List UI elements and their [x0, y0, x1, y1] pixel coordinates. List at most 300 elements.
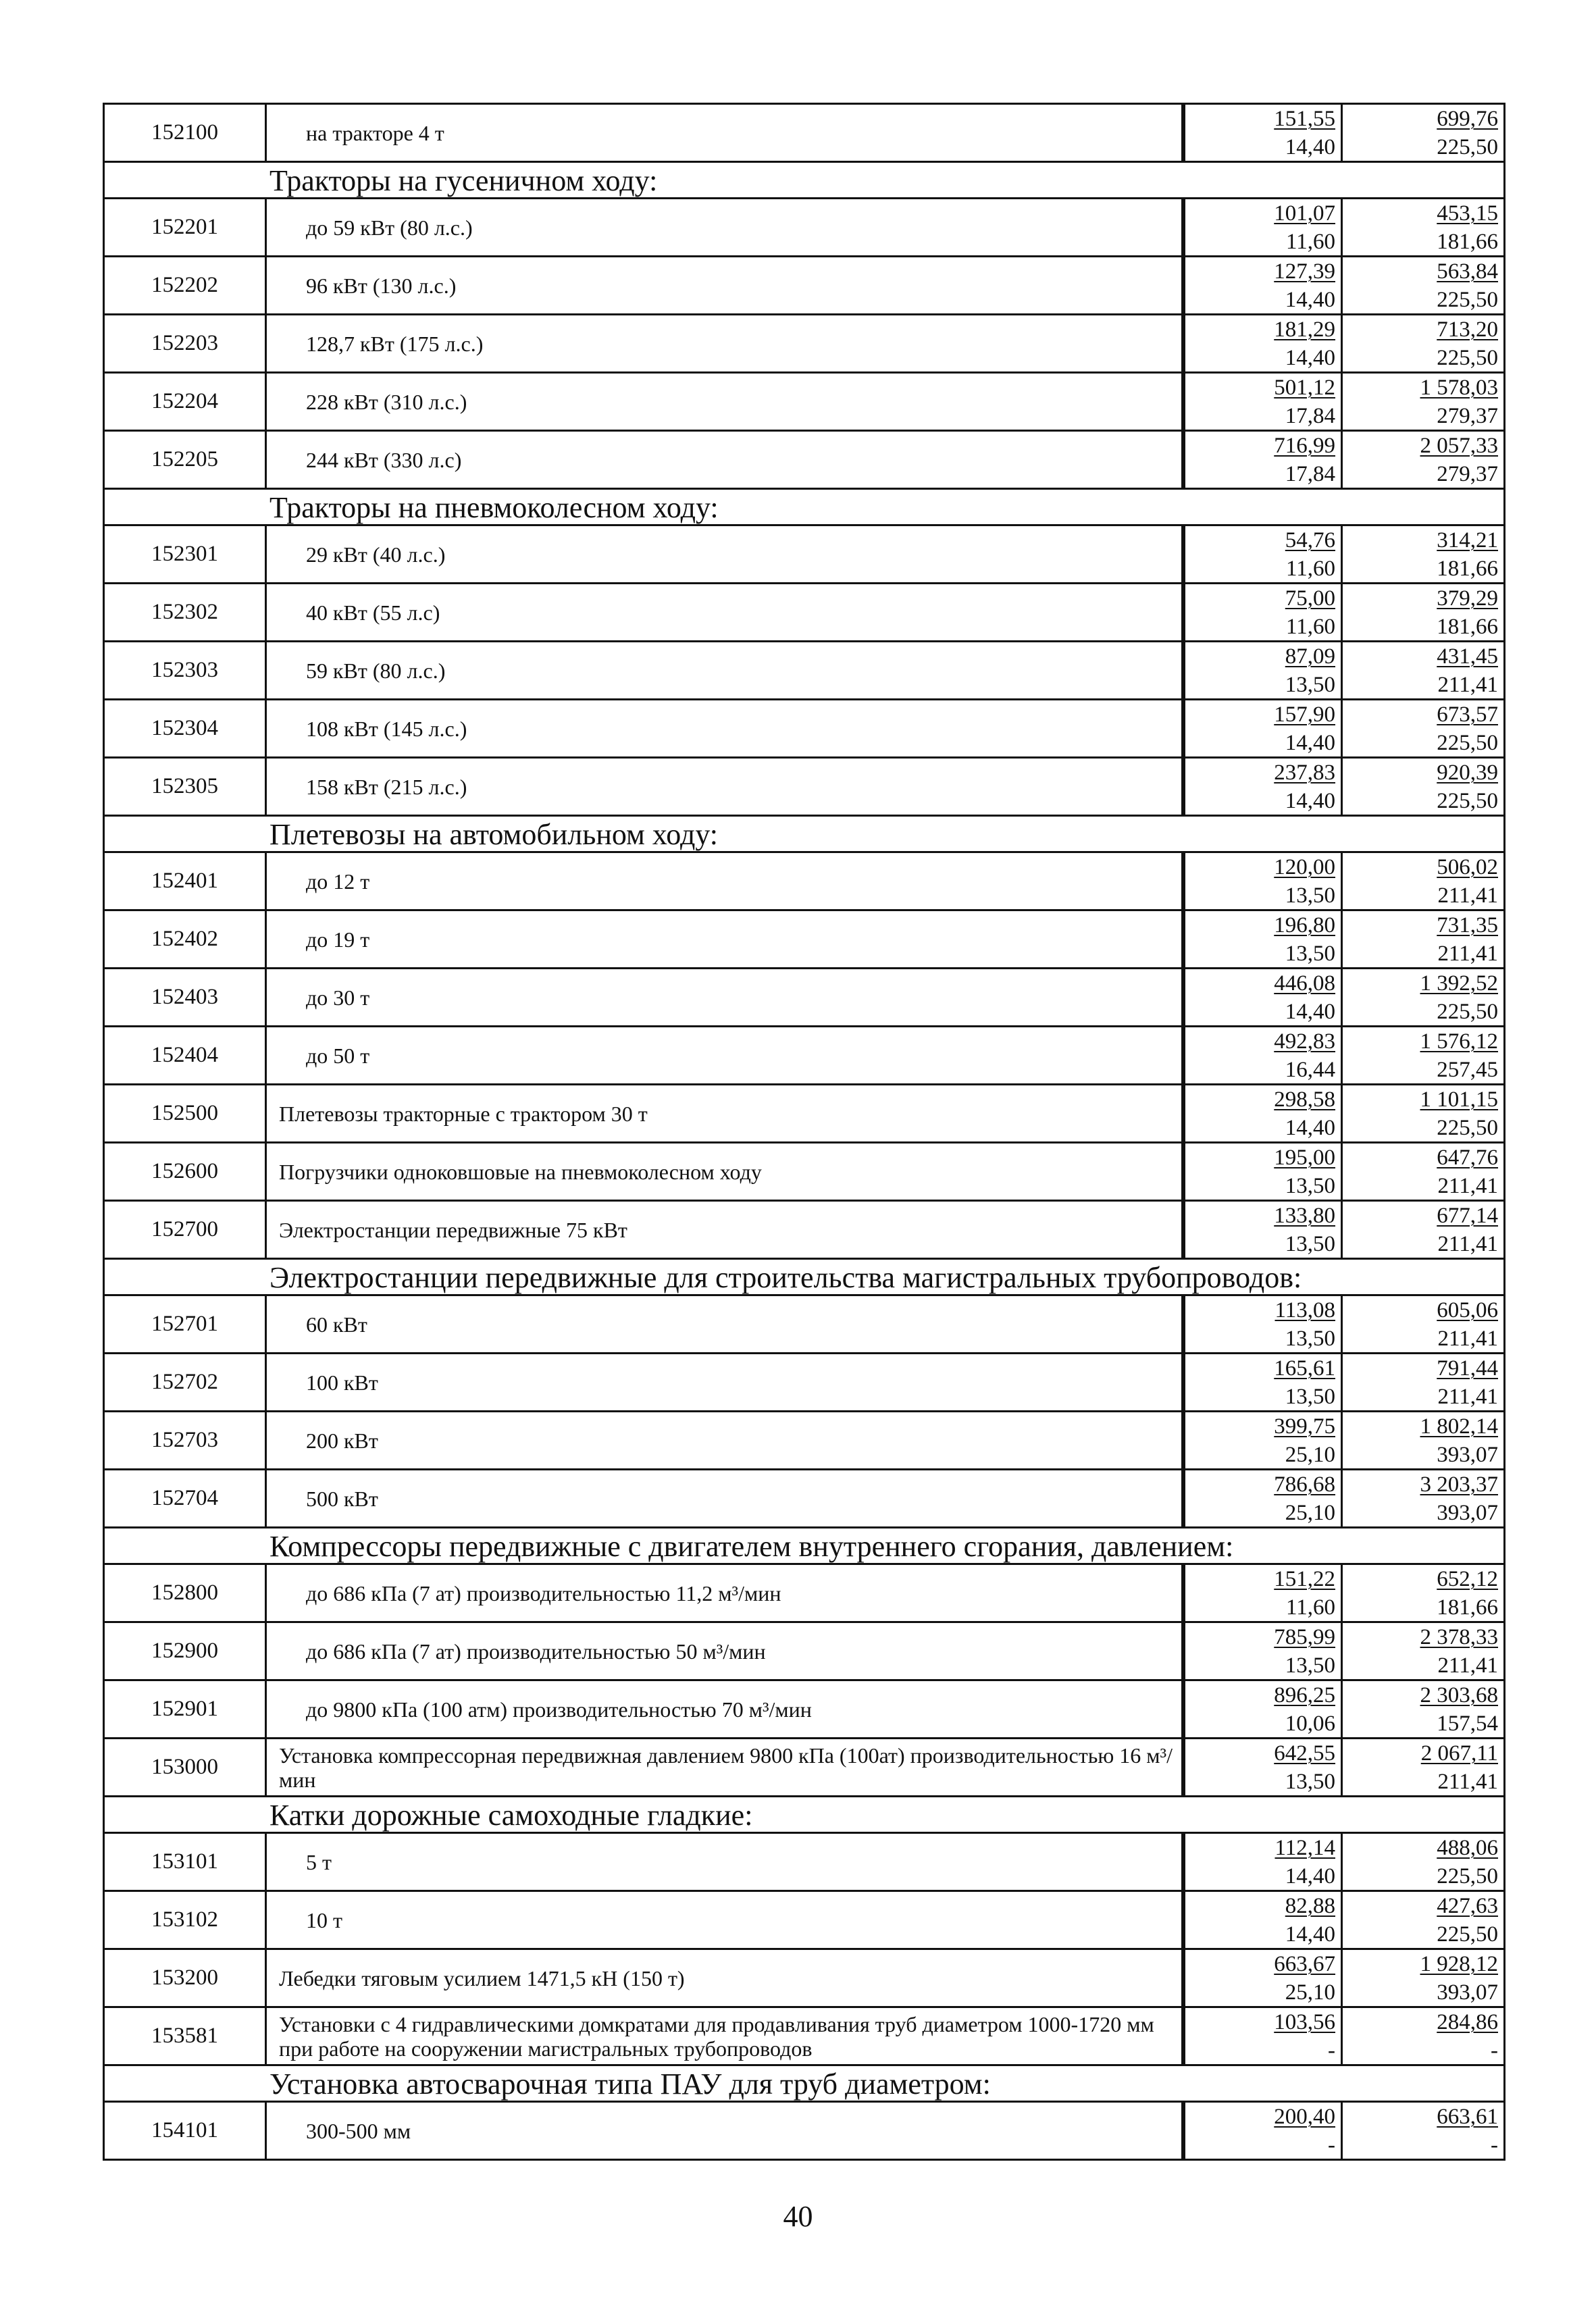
value-a-top	[1185, 1027, 1341, 1056]
table-row	[105, 371, 1503, 430]
item-code: 152305	[105, 759, 267, 815]
item-name: до 9800 кПа (100 атм) производительностью 70 м³/мин	[267, 1681, 1183, 1737]
section-spacer	[105, 1528, 267, 1563]
value-b-top	[1343, 1470, 1503, 1499]
value-a-top-text: 446,08	[1274, 971, 1335, 996]
value-b-top-text: 563,84	[1437, 259, 1498, 284]
item-name: 40 кВт (55 л.с)	[267, 584, 1183, 640]
value-b-bottom: 211,41	[1437, 883, 1498, 908]
cost-column-b	[1343, 1143, 1503, 1200]
item-code: 152702	[105, 1354, 267, 1410]
item-code: 152303	[105, 642, 267, 698]
item-name: 158 кВт (215 л.с.)	[267, 759, 1183, 815]
value-b-top	[1343, 911, 1503, 940]
cost-column-b	[1343, 1681, 1503, 1737]
value-b-bottom: 181,66	[1437, 230, 1498, 254]
table-row	[105, 967, 1503, 1025]
value-b-bottom: 225,50	[1437, 1116, 1498, 1140]
value-b-bottom: 225,50	[1437, 135, 1498, 159]
value-b-bottom: 279,37	[1437, 462, 1498, 486]
cost-column-a	[1183, 1950, 1343, 2006]
value-b-top-text: 731,35	[1437, 913, 1498, 937]
value-b-top-text: 920,39	[1437, 761, 1498, 785]
value-b-top	[1343, 2008, 1503, 2036]
value-b-top	[1343, 105, 1503, 133]
value-a-top	[1185, 1834, 1341, 1862]
table-row	[105, 1025, 1503, 1083]
section-spacer	[105, 2066, 267, 2101]
section-title: Компрессоры передвижные с двигателем внутреннего сгорания, давлением:	[269, 1530, 1234, 1563]
section-header	[105, 1258, 1503, 1294]
value-a-top	[1185, 257, 1341, 286]
section-title: Электростанции передвижные для строительства магистральных трубопроводов:	[269, 1261, 1302, 1294]
value-b-bottom: 393,07	[1437, 1980, 1498, 2005]
value-a-top-text: 237,83	[1274, 761, 1335, 785]
cost-column-b	[1343, 584, 1503, 640]
item-name: 100 кВт	[267, 1354, 1183, 1410]
cost-column-a	[1183, 257, 1343, 313]
item-name: 228 кВт (310 л.с.)	[267, 374, 1183, 430]
value-a-bottom: 14,40	[1285, 1116, 1335, 1140]
value-a-bottom: 17,84	[1285, 462, 1335, 486]
value-a-bottom: 13,50	[1285, 1174, 1335, 1198]
value-b-top-text: 427,63	[1437, 1894, 1498, 1918]
value-a-top	[1185, 759, 1341, 787]
value-a-top	[1185, 969, 1341, 998]
item-name: Электростанции передвижные 75 кВт	[267, 1202, 1183, 1258]
value-b-top-text: 647,76	[1437, 1146, 1498, 1170]
page-number: 40	[783, 2200, 813, 2233]
cost-column-b	[1343, 1470, 1503, 1526]
cost-column-b	[1343, 1892, 1503, 1948]
value-b-top	[1343, 2103, 1503, 2131]
section-header	[105, 2064, 1503, 2101]
value-a-top	[1185, 700, 1341, 729]
table-row	[105, 1737, 1503, 1795]
table-row	[105, 582, 1503, 640]
item-code: 152703	[105, 1412, 267, 1468]
value-a-top-text: 195,00	[1274, 1146, 1335, 1170]
value-b-top-text: 1 101,15	[1420, 1087, 1498, 1112]
value-b-top-text: 314,21	[1437, 528, 1498, 552]
value-b-top-text: 2 378,33	[1420, 1625, 1498, 1649]
item-code: 152701	[105, 1296, 267, 1352]
value-a-bottom: 13,50	[1285, 1653, 1335, 1678]
value-a-top	[1185, 374, 1341, 402]
value-b-top-text: 379,29	[1437, 586, 1498, 611]
value-b-bottom: -	[1491, 2038, 1498, 2063]
value-a-bottom: 13,50	[1285, 1327, 1335, 1351]
item-name: до 19 т	[267, 911, 1183, 967]
cost-column-a	[1183, 853, 1343, 909]
value-a-bottom: 14,40	[1285, 1864, 1335, 1888]
cost-column-b	[1343, 642, 1503, 698]
cost-column-a	[1183, 584, 1343, 640]
section-title: Установка автосварочная типа ПАУ для труб диаметром:	[269, 2067, 991, 2101]
table-row	[105, 1083, 1503, 1141]
value-b-bottom: 225,50	[1437, 288, 1498, 312]
value-a-bottom: 14,40	[1285, 731, 1335, 755]
value-a-bottom: 14,40	[1285, 346, 1335, 370]
value-b-top	[1343, 1739, 1503, 1768]
cost-column-b	[1343, 1739, 1503, 1795]
cost-column-b	[1343, 526, 1503, 582]
cost-column-a	[1183, 1470, 1343, 1526]
item-name: до 30 т	[267, 969, 1183, 1025]
cost-column-a	[1183, 1412, 1343, 1468]
value-a-top	[1185, 1143, 1341, 1172]
cost-column-a	[1183, 1739, 1343, 1795]
cost-column-a	[1183, 700, 1343, 756]
value-b-top	[1343, 526, 1503, 555]
cost-column-b	[1343, 1950, 1503, 2006]
table-row	[105, 851, 1503, 909]
table-row	[105, 1948, 1503, 2006]
value-a-top	[1185, 1623, 1341, 1651]
item-code: 152203	[105, 315, 267, 371]
cost-column-b	[1343, 432, 1503, 488]
value-b-bottom: 211,41	[1437, 1174, 1498, 1198]
value-a-bottom: 14,40	[1285, 288, 1335, 312]
table-row	[105, 1563, 1503, 1621]
cost-column-a	[1183, 1892, 1343, 1948]
value-a-top-text: 82,88	[1285, 1894, 1335, 1918]
table-row	[105, 1141, 1503, 1200]
value-b-bottom: 257,45	[1437, 1058, 1498, 1082]
value-b-bottom: -	[1491, 2133, 1498, 2157]
value-a-top-text: 127,39	[1274, 259, 1335, 284]
cost-column-a	[1183, 2103, 1343, 2159]
cost-column-b	[1343, 1027, 1503, 1083]
value-b-top-text: 506,02	[1437, 855, 1498, 879]
value-a-bottom: 14,40	[1285, 135, 1335, 159]
value-b-top	[1343, 1296, 1503, 1325]
cost-column-b	[1343, 1565, 1503, 1621]
value-b-bottom: 211,41	[1437, 1385, 1498, 1409]
value-a-bottom: 25,10	[1285, 1980, 1335, 2005]
value-a-top-text: 151,22	[1274, 1567, 1335, 1591]
value-a-bottom: 11,60	[1285, 615, 1335, 639]
item-name: 200 кВт	[267, 1412, 1183, 1468]
value-a-top	[1185, 2103, 1341, 2131]
value-b-bottom: 181,66	[1437, 557, 1498, 581]
cost-column-b	[1343, 1085, 1503, 1141]
value-a-top-text: 151,55	[1274, 107, 1335, 131]
cost-column-a	[1183, 432, 1343, 488]
item-code: 153101	[105, 1834, 267, 1890]
value-a-bottom: 25,10	[1285, 1443, 1335, 1467]
value-a-top-text: 113,08	[1275, 1298, 1335, 1322]
item-code: 153000	[105, 1739, 267, 1795]
value-b-top	[1343, 1565, 1503, 1593]
value-a-top-text: 112,14	[1275, 1836, 1335, 1860]
value-a-top	[1185, 1739, 1341, 1768]
value-b-top-text: 713,20	[1437, 317, 1498, 342]
value-a-bottom: 11,60	[1285, 230, 1335, 254]
section-title: Тракторы на гусеничном ходу:	[269, 164, 658, 197]
value-a-bottom: 14,40	[1285, 1000, 1335, 1024]
value-a-top-text: 399,75	[1274, 1414, 1335, 1439]
cost-column-b	[1343, 969, 1503, 1025]
cost-column-a	[1183, 1143, 1343, 1200]
value-a-bottom: -	[1328, 2038, 1335, 2063]
value-b-top-text: 453,15	[1437, 201, 1498, 226]
cost-column-b	[1343, 759, 1503, 815]
item-code: 152100	[105, 105, 267, 161]
cost-column-a	[1183, 969, 1343, 1025]
value-b-bottom: 157,54	[1437, 1712, 1498, 1736]
cost-column-a	[1183, 1202, 1343, 1258]
value-b-top-text: 663,61	[1437, 2105, 1498, 2129]
value-b-top	[1343, 1892, 1503, 1920]
value-b-top-text: 605,06	[1437, 1298, 1498, 1322]
value-b-top-text: 1 578,03	[1420, 376, 1498, 400]
value-a-top	[1185, 1202, 1341, 1230]
value-b-top	[1343, 584, 1503, 613]
value-a-top-text: 196,80	[1274, 913, 1335, 937]
cost-column-b	[1343, 1834, 1503, 1890]
item-code: 152403	[105, 969, 267, 1025]
value-a-bottom: 13,50	[1285, 1770, 1335, 1794]
value-a-bottom: 14,40	[1285, 789, 1335, 813]
value-b-bottom: 279,37	[1437, 404, 1498, 428]
value-a-bottom: 11,60	[1285, 1595, 1335, 1620]
value-b-top-text: 1 392,52	[1420, 971, 1498, 996]
value-b-top	[1343, 759, 1503, 787]
item-name: 60 кВт	[267, 1296, 1183, 1352]
section-spacer	[105, 163, 267, 197]
item-name: до 59 кВт (80 л.с.)	[267, 199, 1183, 255]
value-a-top-text: 785,99	[1274, 1625, 1335, 1649]
table-row	[105, 1679, 1503, 1737]
table-row	[105, 1468, 1503, 1526]
cost-column-a	[1183, 315, 1343, 371]
cost-column-a	[1183, 199, 1343, 255]
value-a-top	[1185, 1892, 1341, 1920]
cost-column-b	[1343, 199, 1503, 255]
cost-column-b	[1343, 374, 1503, 430]
value-a-bottom: -	[1328, 2133, 1335, 2157]
section-spacer	[105, 1260, 267, 1294]
value-a-top-text: 165,61	[1274, 1356, 1335, 1381]
table-row	[105, 197, 1503, 255]
value-b-top	[1343, 1412, 1503, 1441]
table-row	[105, 1294, 1503, 1352]
value-b-top-text: 3 203,37	[1420, 1472, 1498, 1497]
item-code: 152302	[105, 584, 267, 640]
value-a-top	[1185, 199, 1341, 228]
table-row	[105, 640, 1503, 698]
section-header	[105, 1526, 1503, 1563]
value-b-top	[1343, 700, 1503, 729]
value-a-top-text: 298,58	[1274, 1087, 1335, 1112]
item-code: 152204	[105, 374, 267, 430]
value-b-top	[1343, 1623, 1503, 1651]
value-a-bottom: 10,06	[1285, 1712, 1335, 1736]
value-b-top	[1343, 1354, 1503, 1383]
table-row	[105, 430, 1503, 488]
value-b-bottom: 211,41	[1437, 1653, 1498, 1678]
value-a-bottom: 13,50	[1285, 1232, 1335, 1256]
value-b-bottom: 225,50	[1437, 1000, 1498, 1024]
item-name: 29 кВт (40 л.с.)	[267, 526, 1183, 582]
value-b-top-text: 1 928,12	[1420, 1952, 1498, 1976]
value-b-top-text: 791,44	[1437, 1356, 1498, 1381]
item-code: 152704	[105, 1470, 267, 1526]
value-b-bottom: 211,41	[1437, 942, 1498, 966]
item-code: 152205	[105, 432, 267, 488]
table-row	[105, 1352, 1503, 1410]
value-b-top	[1343, 374, 1503, 402]
value-b-top	[1343, 257, 1503, 286]
item-name: 500 кВт	[267, 1470, 1183, 1526]
item-code: 152201	[105, 199, 267, 255]
value-b-top	[1343, 1202, 1503, 1230]
value-b-bottom: 393,07	[1437, 1501, 1498, 1525]
table-row	[105, 909, 1503, 967]
value-a-top	[1185, 642, 1341, 671]
cost-column-a	[1183, 759, 1343, 815]
cost-column-b	[1343, 911, 1503, 967]
value-a-top-text: 501,12	[1274, 376, 1335, 400]
item-name: Установка компрессорная передвижная давлением 9800 кПа (100ат) производительностью 16 м³/мин	[267, 1739, 1183, 1795]
value-a-bottom: 14,40	[1285, 1922, 1335, 1947]
table-row	[105, 313, 1503, 371]
table-row	[105, 698, 1503, 756]
table-row	[105, 2006, 1503, 2064]
value-a-top-text: 101,07	[1274, 201, 1335, 226]
item-name: Лебедки тяговым усилием 1471,5 кН (150 т)	[267, 1950, 1183, 2006]
item-code: 152401	[105, 853, 267, 909]
value-b-bottom: 211,41	[1437, 1770, 1498, 1794]
item-code: 152402	[105, 911, 267, 967]
section-spacer	[105, 1797, 267, 1832]
value-b-top-text: 1 576,12	[1420, 1029, 1498, 1054]
cost-column-a	[1183, 911, 1343, 967]
value-a-top	[1185, 315, 1341, 344]
cost-column-b	[1343, 1296, 1503, 1352]
item-code: 153102	[105, 1892, 267, 1948]
value-b-bottom: 211,41	[1437, 1327, 1498, 1351]
value-a-bottom: 13,50	[1285, 1385, 1335, 1409]
value-b-top	[1343, 969, 1503, 998]
value-b-top-text: 699,76	[1437, 107, 1498, 131]
value-a-bottom: 17,84	[1285, 404, 1335, 428]
value-a-bottom: 13,50	[1285, 673, 1335, 697]
cost-column-a	[1183, 1296, 1343, 1352]
value-b-top	[1343, 642, 1503, 671]
value-a-top-text: 103,56	[1274, 2010, 1335, 2034]
cost-column-b	[1343, 1354, 1503, 1410]
cost-column-a	[1183, 2008, 1343, 2064]
value-b-bottom: 393,07	[1437, 1443, 1498, 1467]
value-b-bottom: 211,41	[1437, 673, 1498, 697]
value-b-top	[1343, 315, 1503, 344]
value-a-top-text: 157,90	[1274, 702, 1335, 727]
cost-column-a	[1183, 526, 1343, 582]
table-row	[105, 524, 1503, 582]
value-a-top-text: 786,68	[1274, 1472, 1335, 1497]
item-code: 152800	[105, 1565, 267, 1621]
item-name: 10 т	[267, 1892, 1183, 1948]
value-a-top	[1185, 105, 1341, 133]
cost-column-b	[1343, 1623, 1503, 1679]
value-b-top-text: 652,12	[1437, 1567, 1498, 1591]
cost-column-a	[1183, 1623, 1343, 1679]
cost-column-a	[1183, 105, 1343, 161]
value-a-top-text: 181,29	[1274, 317, 1335, 342]
cost-column-a	[1183, 1354, 1343, 1410]
value-a-top-text: 200,40	[1274, 2105, 1335, 2129]
cost-column-b	[1343, 315, 1503, 371]
value-a-bottom: 13,50	[1285, 942, 1335, 966]
value-a-top-text: 492,83	[1274, 1029, 1335, 1054]
value-b-top	[1343, 853, 1503, 881]
value-a-top	[1185, 853, 1341, 881]
price-table	[103, 103, 1505, 2161]
item-code: 153581	[105, 2008, 267, 2064]
value-b-bottom: 181,66	[1437, 615, 1498, 639]
table-row	[105, 756, 1503, 815]
value-b-top	[1343, 1834, 1503, 1862]
section-header	[105, 1795, 1503, 1832]
value-a-top-text: 896,25	[1274, 1683, 1335, 1707]
value-b-top-text: 2 303,68	[1420, 1683, 1498, 1707]
value-a-top	[1185, 1354, 1341, 1383]
value-a-top	[1185, 1085, 1341, 1114]
section-spacer	[105, 817, 267, 851]
value-a-top-text: 54,76	[1285, 528, 1335, 552]
value-b-top	[1343, 1681, 1503, 1709]
item-name: 108 кВт (145 л.с.)	[267, 700, 1183, 756]
cost-column-a	[1183, 1681, 1343, 1737]
value-a-top-text: 663,67	[1274, 1952, 1335, 1976]
value-a-bottom: 16,44	[1285, 1058, 1335, 1082]
item-name: 300-500 мм	[267, 2103, 1183, 2159]
value-a-top	[1185, 1565, 1341, 1593]
section-header	[105, 488, 1503, 524]
section-title: Плетевозы на автомобильном ходу:	[269, 818, 718, 851]
section-title: Катки дорожные самоходные гладкие:	[269, 1799, 753, 1832]
item-code: 152500	[105, 1085, 267, 1141]
cost-column-b	[1343, 700, 1503, 756]
value-b-bottom: 225,50	[1437, 731, 1498, 755]
item-name: до 12 т	[267, 853, 1183, 909]
item-name: до 50 т	[267, 1027, 1183, 1083]
value-b-top	[1343, 1950, 1503, 1978]
value-b-bottom: 211,41	[1437, 1232, 1498, 1256]
value-a-top	[1185, 1681, 1341, 1709]
table-row	[105, 1621, 1503, 1679]
cost-column-a	[1183, 642, 1343, 698]
value-a-top	[1185, 2008, 1341, 2036]
item-code: 152202	[105, 257, 267, 313]
item-code: 152700	[105, 1202, 267, 1258]
value-b-top	[1343, 432, 1503, 460]
value-b-bottom: 225,50	[1437, 1922, 1498, 1947]
item-name: 96 кВт (130 л.с.)	[267, 257, 1183, 313]
value-b-bottom: 225,50	[1437, 1864, 1498, 1888]
item-code: 154101	[105, 2103, 267, 2159]
table-row	[105, 1890, 1503, 1948]
value-b-top-text: 284,86	[1437, 2010, 1498, 2034]
item-code: 152301	[105, 526, 267, 582]
cost-column-b	[1343, 1412, 1503, 1468]
cost-column-b	[1343, 2008, 1503, 2064]
value-a-top	[1185, 1412, 1341, 1441]
value-b-top-text: 2 067,11	[1420, 1741, 1498, 1766]
table-row	[105, 1410, 1503, 1468]
